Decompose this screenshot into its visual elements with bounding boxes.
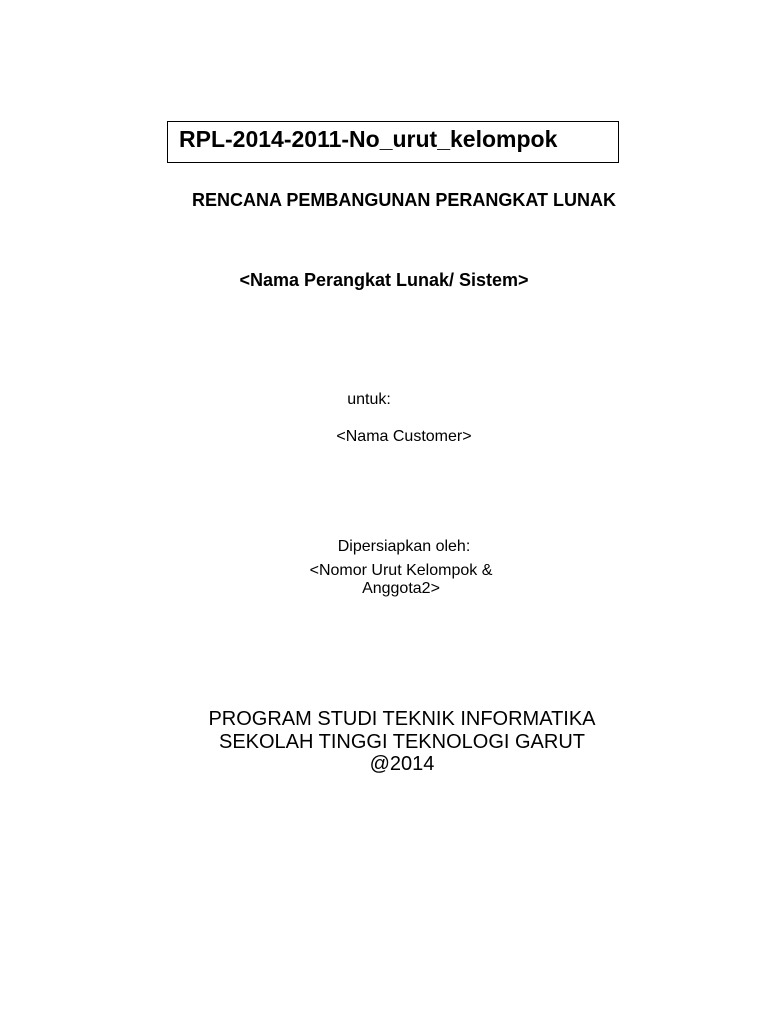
institution-program: PROGRAM STUDI TEKNIK INFORMATIKA bbox=[208, 708, 596, 730]
institution-year: @2014 bbox=[369, 753, 435, 775]
customer-name: <Nama Customer> bbox=[336, 428, 472, 445]
document-code: RPL-2014-2011-No_urut_kelompok bbox=[179, 126, 558, 152]
team-line-2: Anggota2> bbox=[362, 580, 440, 597]
prepared-by-label: Dipersiapkan oleh: bbox=[337, 538, 471, 555]
document-code-box bbox=[167, 121, 619, 163]
product-name: <Nama Perangkat Lunak/ Sistem> bbox=[239, 270, 529, 290]
institution-school: SEKOLAH TINGGI TEKNOLOGI GARUT bbox=[218, 731, 585, 753]
team-line-1: <Nomor Urut Kelompok & bbox=[309, 562, 493, 579]
for-label: untuk: bbox=[347, 391, 391, 408]
document-title: RENCANA PEMBANGUNAN PERANGKAT LUNAK bbox=[192, 190, 616, 210]
